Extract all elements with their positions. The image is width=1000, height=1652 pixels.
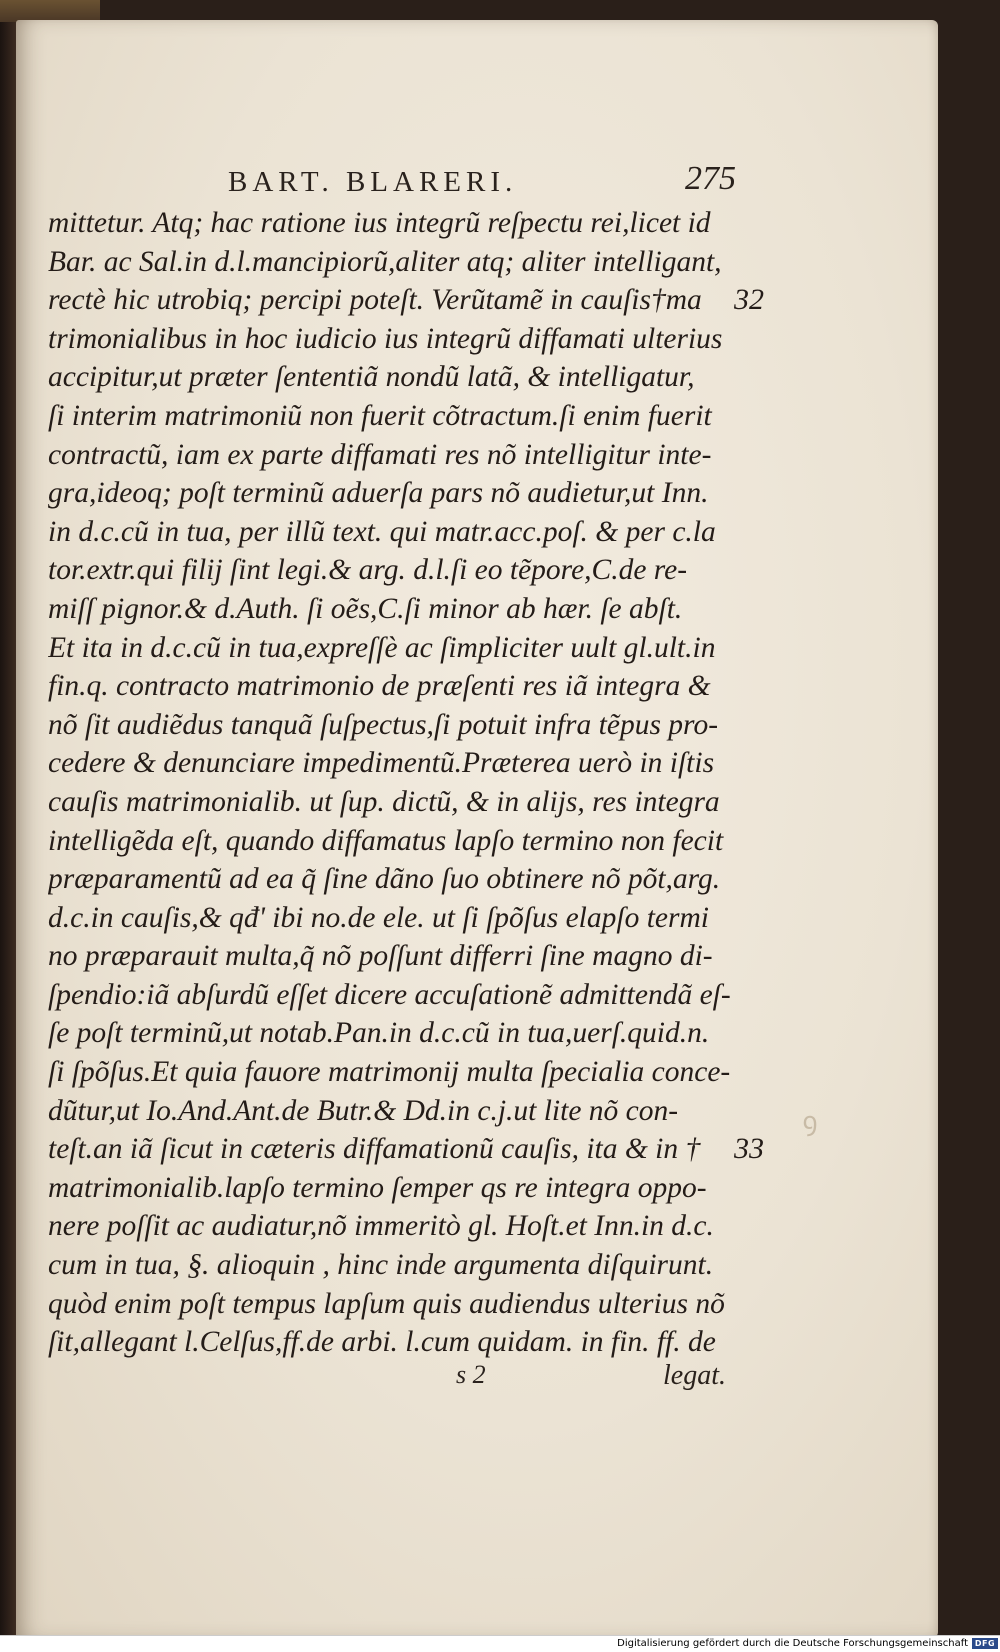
text-line: gra,ideoq; poſt terminũ aduerſa pars nõ audietur,ut Inn. xyxy=(48,477,709,510)
text-line: d.c.in cauſis,& qđ' ibi no.de ele. ut ſi ſpõſus elapſo termi xyxy=(48,901,709,934)
text-line: fin.q. contracto matrimonio de præſenti res iã integra & xyxy=(48,670,711,703)
text-line: mittetur. Atq; hac ratione ius integrũ reſpectu rei,licet id xyxy=(48,207,711,239)
text-line: nere poſſit ac audiatur,nõ immeritò gl. Hoſt.et Inn.in d.c. xyxy=(48,1210,714,1243)
funding-note: Digitalisierung gefördert durch die Deutsche Forschungsgemeinschaft xyxy=(617,1638,968,1649)
page-header xyxy=(216,160,736,200)
body-text xyxy=(48,204,738,1362)
page-number: 275 xyxy=(685,160,736,197)
ink-stain: ꝯ xyxy=(802,1107,818,1136)
text-line: tor.extr.qui filij ſint legi.& arg. d.l.ſi eo tẽpore,C.de re- xyxy=(48,554,688,587)
running-head: BART. BLARERI. xyxy=(228,166,518,198)
text-line: cum in tua, §. alioquin , hinc inde argumenta diſquirunt. xyxy=(48,1249,714,1282)
catchword: legat. xyxy=(663,1360,726,1391)
margin-section-number: 32 xyxy=(734,283,764,317)
text-line: nõ ſit audiẽdus tanquã ſuſpectus,ſi potuit infra tẽpus pro- xyxy=(48,708,719,741)
digitization-footer xyxy=(0,1635,1000,1652)
text-line: teſt.an iã ſicut in cæteris diffamationũ cauſis, ita & in † xyxy=(48,1133,701,1166)
text-line: ſpendio:iã abſurdũ eſſet dicere accuſationẽ admittendã eſ- xyxy=(48,978,731,1011)
text-line: dũtur,ut Io.And.Ant.de Butr.& Dd.in c.j.ut lite nõ con- xyxy=(48,1094,679,1127)
text-line: rectè hic utrobiq; percipi poteſt. Verũtamẽ in cauſis†ma xyxy=(48,284,702,317)
margin-section-number: 33 xyxy=(734,1132,764,1166)
page-content xyxy=(16,20,938,1638)
text-line: accipitur,ut præter ſententiã nondũ latã, & intelligatur, xyxy=(48,361,695,394)
text-line: ſe poſt terminũ,ut notab.Pan.in d.c.cũ in tua,uerſ.quid.n. xyxy=(48,1017,710,1050)
book-binding-top xyxy=(0,0,100,22)
text-line: matrimonialib.lapſo termino ſemper qs re integra oppo- xyxy=(48,1171,707,1204)
text-line: cedere & denunciare impedimentũ.Præterea uerò in iſtis xyxy=(48,747,715,780)
text-line: Et ita in d.c.cũ in tua,expreſſè ac ſimpliciter uult gl.ult.in xyxy=(48,631,716,664)
text-line: Bar. ac Sal.in d.l.mancipiorũ,aliter atq; aliter intelligant, xyxy=(48,245,722,278)
text-line: no præparauit multa,q̃ nõ poſſunt differri ſine magno di- xyxy=(48,940,713,973)
text-line: contractũ, iam ex parte diffamati res nõ intelligitur inte- xyxy=(48,438,712,471)
page-footer xyxy=(456,1360,726,1400)
dfg-logo: DFG xyxy=(972,1638,998,1649)
book-page xyxy=(16,20,938,1638)
text-line: miſſ pignor.& d.Auth. ſi oẽs,C.ſi minor ab hær. ſe abſt. xyxy=(48,592,683,625)
text-line: quòd enim poſt tempus lapſum quis audiendus ulterius nõ xyxy=(48,1287,725,1320)
text-line: in d.c.cũ in tua, per illũ text. qui matr.acc.poſ. & per c.la xyxy=(48,515,716,548)
text-line: præparamentũ ad ea q̃ ſine dãno ſuo obtinere nõ põt,arg. xyxy=(48,863,721,896)
text-line: ſi interim matrimoniũ non fuerit cõtractum.ſi enim fuerit xyxy=(48,399,712,432)
text-line: ſit,allegant l.Celſus,ff.de arbi. l.cum quidam. in fin. ff. de xyxy=(48,1326,716,1359)
text-line: ſi ſpõſus.Et quia fauore matrimonij multa ſpecialia conce- xyxy=(48,1056,731,1089)
text-line: intelligẽda eſt, quando diffamatus lapſo termino non fecit xyxy=(48,824,724,857)
text-line: cauſis matrimonialib. ut ſup. dictũ, & in alijs, res integra xyxy=(48,785,720,818)
signature-mark: s 2 xyxy=(456,1360,486,1389)
text-line: trimonialibus in hoc iudicio ius integrũ diffamati ulterius xyxy=(48,322,723,355)
